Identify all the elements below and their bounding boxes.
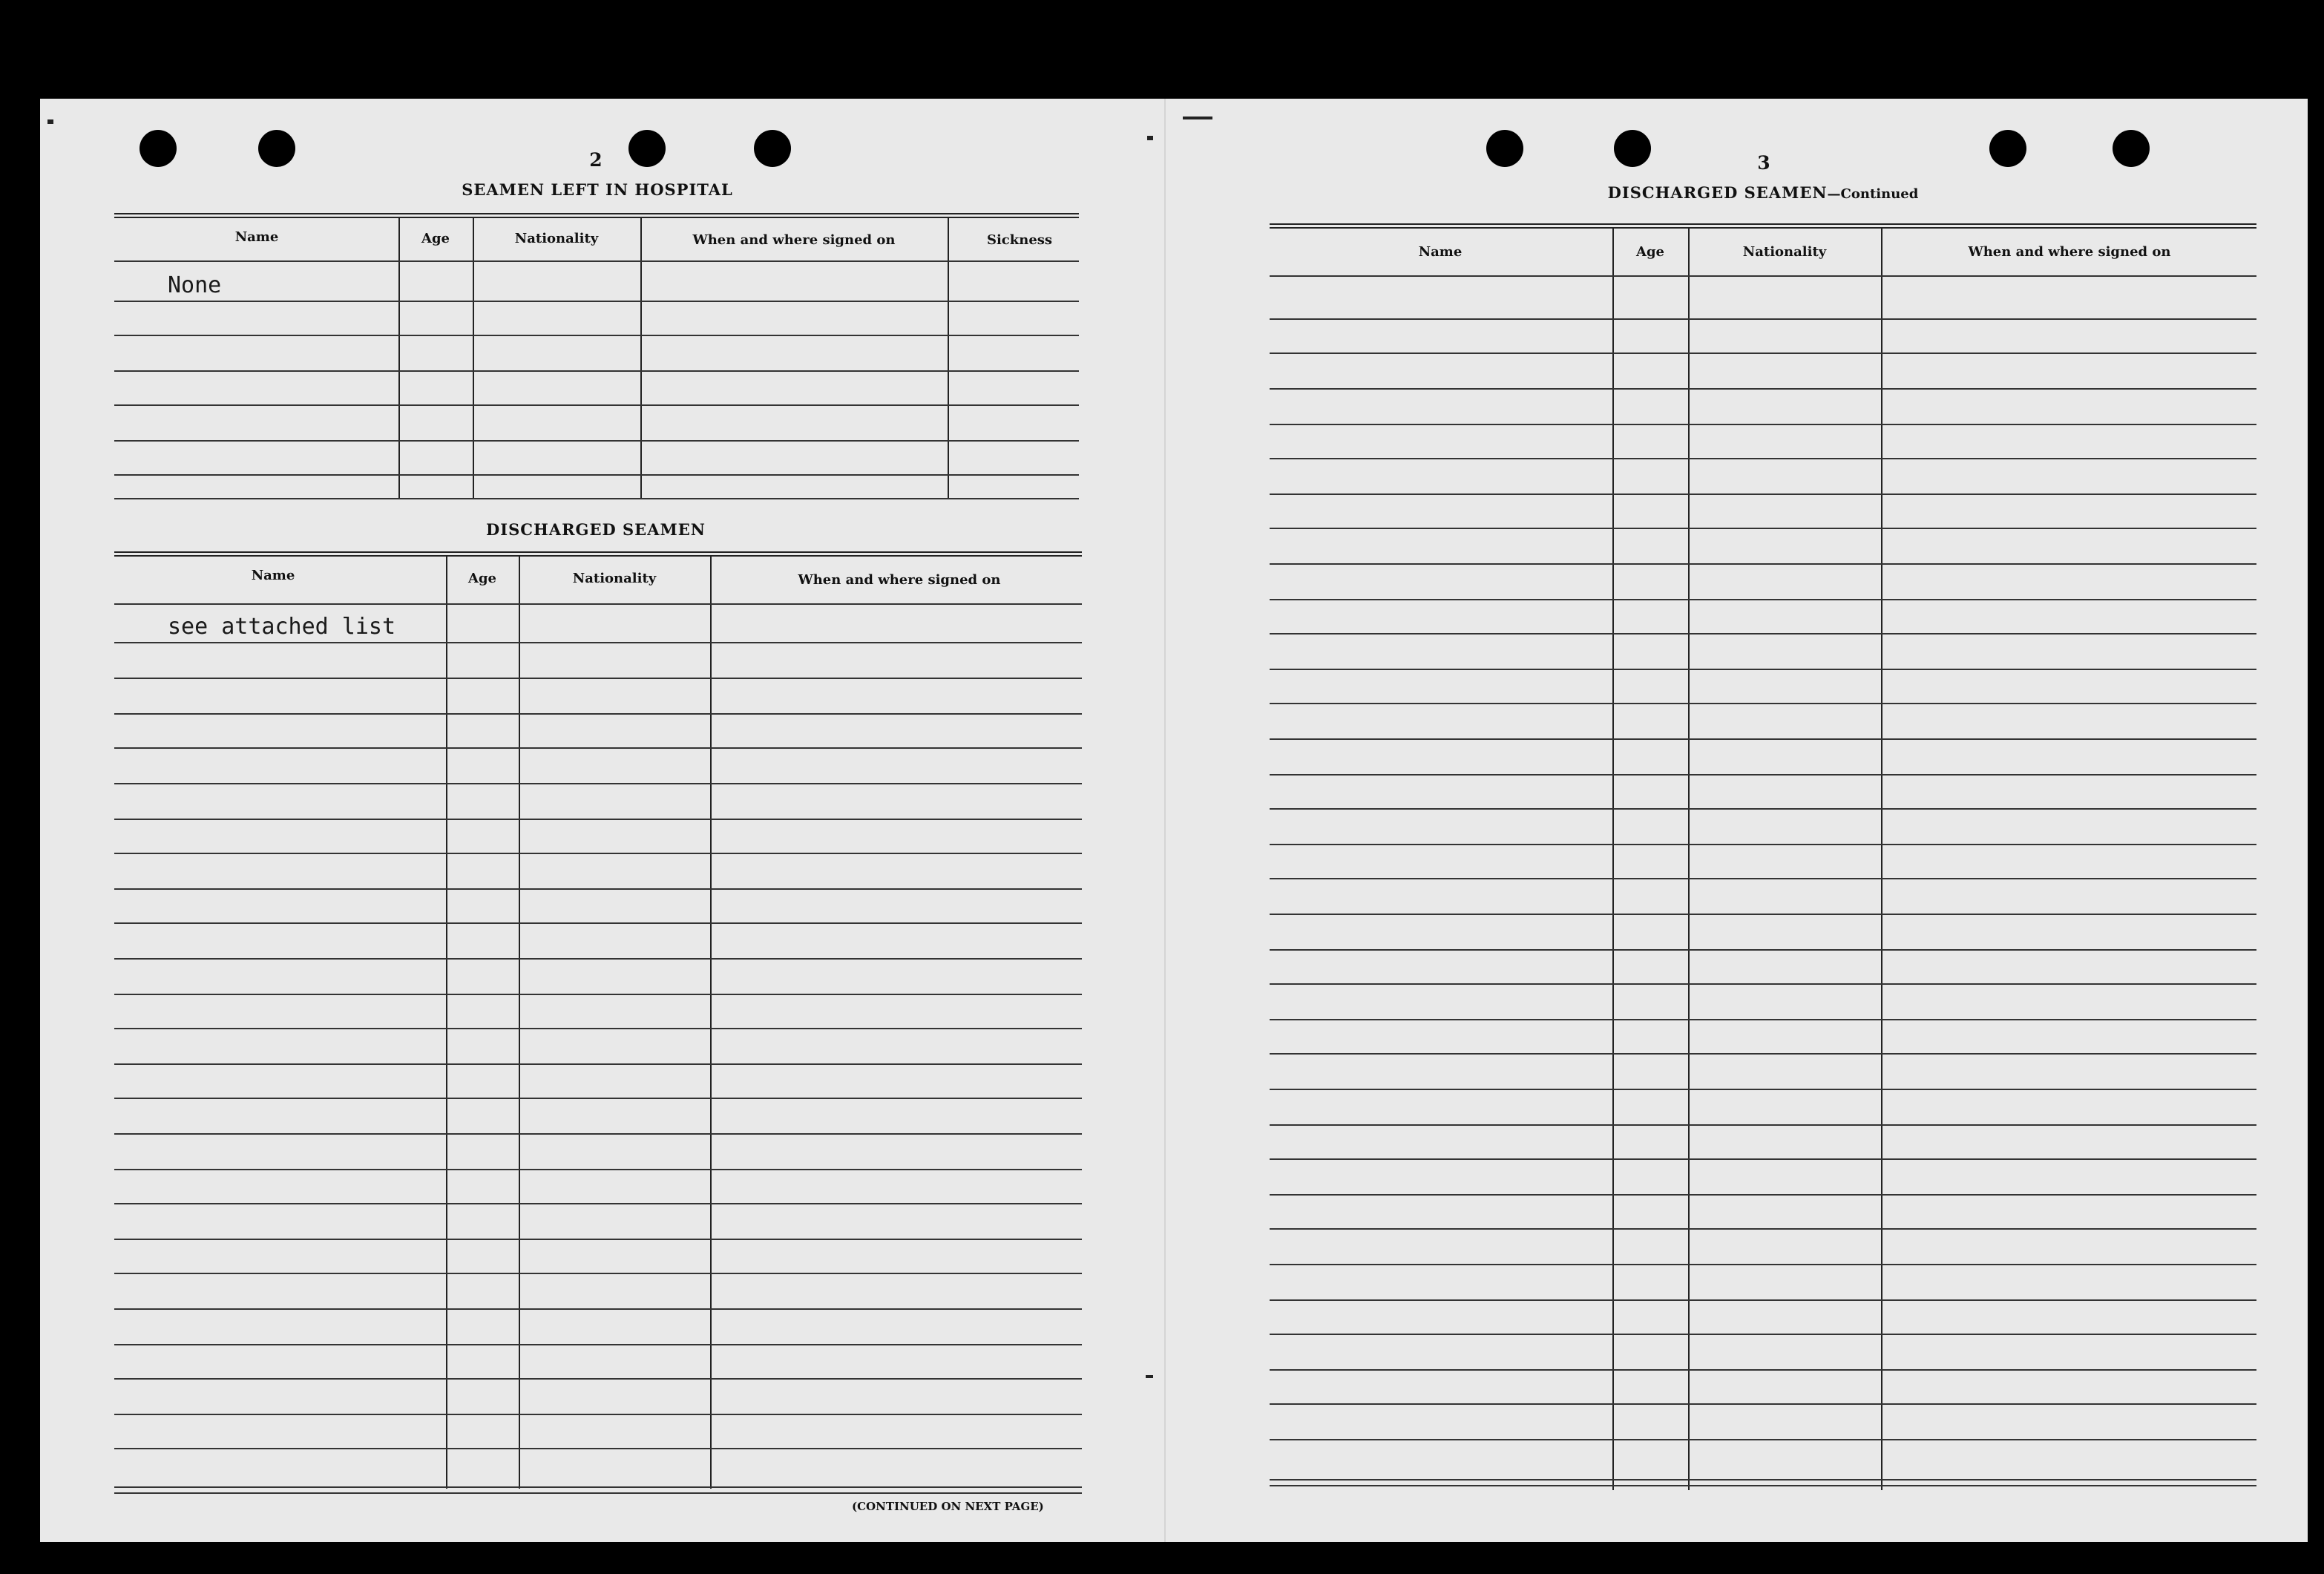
- punch-hole: [1989, 130, 2026, 167]
- table-row-rule: [114, 1133, 1082, 1135]
- table-row-rule: [1270, 1194, 2256, 1196]
- column-header-age: Age: [467, 571, 497, 586]
- table-top-rule: [114, 213, 1079, 218]
- table-row-rule: [1270, 1299, 2256, 1301]
- table-row-rule: [1270, 1264, 2256, 1265]
- table-row-rule: [114, 370, 1079, 372]
- table-row-rule: [114, 678, 1082, 679]
- table-row-rule: [114, 404, 1079, 406]
- continued-note: (CONTINUED ON NEXT PAGE): [852, 1500, 1044, 1513]
- column-header-name: Name: [1418, 244, 1463, 260]
- table-row-rule: [1270, 388, 2256, 390]
- table-row-rule: [1270, 1089, 2256, 1090]
- table-row-rule: [1270, 352, 2256, 354]
- ink-speck: [47, 119, 53, 124]
- table-row-rule: [114, 1378, 1082, 1380]
- table-row-rule: [1270, 703, 2256, 704]
- table-bottom-rule: [1270, 1479, 2256, 1480]
- punch-hole: [258, 130, 295, 167]
- title-suffix: —Continued: [1827, 186, 1919, 202]
- hospital-entry: None: [168, 272, 222, 298]
- hospital-table: [114, 213, 1079, 499]
- column-header-nationality: Nationality: [1742, 244, 1827, 260]
- column-header-nationality: Nationality: [514, 231, 599, 246]
- column-divider: [1688, 229, 1690, 1490]
- punch-hole: [754, 130, 791, 167]
- table-row-rule: [114, 853, 1082, 854]
- discharged-section-title: DISCHARGED SEAMEN: [486, 520, 706, 539]
- table-row-rule: [1270, 949, 2256, 951]
- table-row-rule: [114, 642, 1082, 643]
- column-header-age: Age: [421, 231, 450, 246]
- punch-hole: [2113, 130, 2150, 167]
- punch-hole: [628, 130, 666, 167]
- table-row-rule: [114, 1308, 1082, 1310]
- table-row-rule: [114, 335, 1079, 336]
- column-divider: [446, 557, 447, 1489]
- table-row-rule: [1270, 275, 2256, 277]
- table-row-rule: [1270, 458, 2256, 459]
- table-row-rule: [1270, 633, 2256, 634]
- column-header-age: Age: [1635, 244, 1665, 260]
- table-top-rule: [1270, 223, 2256, 229]
- table-row-rule: [1270, 599, 2256, 600]
- column-header-signed-on: When and where signed on: [798, 572, 1001, 588]
- table-row-rule: [1270, 493, 2256, 495]
- punch-hole: [1486, 130, 1523, 167]
- table-row-rule: [114, 1098, 1082, 1099]
- table-row-rule: [114, 1344, 1082, 1345]
- table-row-rule: [114, 440, 1079, 442]
- table-row-rule: [1270, 1124, 2256, 1126]
- table-row-rule: [1270, 563, 2256, 565]
- table-row-rule: [1270, 318, 2256, 320]
- table-bottom-rule: [114, 1492, 1082, 1494]
- discharged-entry: see attached list: [168, 614, 396, 640]
- table-row-rule: [1270, 424, 2256, 425]
- table-row-rule: [114, 888, 1082, 890]
- column-header-name: Name: [251, 568, 295, 583]
- column-header-signed-on: When and where signed on: [692, 232, 896, 248]
- table-row-rule: [114, 922, 1082, 924]
- discharged-continued-table: [1270, 223, 2256, 1515]
- table-row-rule: [1270, 1403, 2256, 1405]
- hospital-section-title: SEAMEN LEFT IN HOSPITAL: [462, 180, 733, 199]
- table-bottom-rule: [114, 498, 1079, 499]
- table-row-rule: [114, 1239, 1082, 1240]
- table-row-rule: [114, 1169, 1082, 1170]
- table-row-rule: [114, 1203, 1082, 1204]
- table-row-rule: [1270, 738, 2256, 740]
- table-row-rule: [114, 301, 1079, 302]
- column-divider: [1612, 229, 1614, 1490]
- right-page: [1164, 99, 2309, 1542]
- table-row-rule: [114, 1273, 1082, 1274]
- table-row-rule: [114, 819, 1082, 820]
- table-row-rule: [114, 783, 1082, 784]
- table-row-rule: [114, 713, 1082, 715]
- table-row-rule: [1270, 1019, 2256, 1020]
- discharged-continued-title: [1608, 183, 1919, 202]
- table-row-rule: [1270, 844, 2256, 845]
- ink-speck: [1183, 117, 1212, 119]
- table-row-rule: [1270, 669, 2256, 670]
- table-row-rule: [114, 747, 1082, 749]
- table-row-rule: [1270, 1439, 2256, 1440]
- table-row-rule: [1270, 1158, 2256, 1160]
- document-sheet: [40, 99, 2308, 1542]
- table-bottom-rule: [114, 1486, 1082, 1488]
- column-header-signed-on: When and where signed on: [1968, 244, 2171, 260]
- page-number: 3: [1757, 152, 1770, 174]
- table-row-rule: [1270, 983, 2256, 985]
- table-bottom-rule: [1270, 1485, 2256, 1486]
- column-divider: [1881, 229, 1882, 1490]
- table-row-rule: [114, 958, 1082, 960]
- column-header-sickness: Sickness: [986, 232, 1053, 248]
- column-divider: [710, 557, 712, 1489]
- table-row-rule: [114, 603, 1082, 605]
- title-text: DISCHARGED SEAMEN: [1607, 183, 1828, 202]
- table-row-rule: [114, 474, 1079, 476]
- ink-speck: [1146, 1375, 1153, 1378]
- table-row-rule: [114, 260, 1079, 262]
- table-row-rule: [1270, 528, 2256, 529]
- table-row-rule: [1270, 1334, 2256, 1335]
- table-row-rule: [114, 1028, 1082, 1029]
- table-row-rule: [114, 1448, 1082, 1449]
- table-top-rule: [114, 551, 1082, 557]
- column-header-nationality: Nationality: [572, 571, 657, 586]
- left-page: [40, 99, 1164, 1542]
- table-row-rule: [1270, 808, 2256, 810]
- table-row-rule: [1270, 1228, 2256, 1230]
- table-row-rule: [1270, 878, 2256, 879]
- discharged-table: [114, 551, 1082, 1498]
- ink-speck: [1147, 136, 1153, 140]
- table-row-rule: [1270, 1369, 2256, 1371]
- punch-hole: [1614, 130, 1651, 167]
- table-row-rule: [114, 1063, 1082, 1065]
- table-row-rule: [1270, 774, 2256, 775]
- punch-hole: [139, 130, 177, 167]
- table-row-rule: [114, 994, 1082, 995]
- table-row-rule: [1270, 914, 2256, 915]
- table-row-rule: [1270, 1053, 2256, 1055]
- table-row-rule: [114, 1414, 1082, 1415]
- column-header-name: Name: [234, 229, 279, 245]
- page-number: 2: [589, 149, 603, 171]
- column-divider: [519, 557, 520, 1489]
